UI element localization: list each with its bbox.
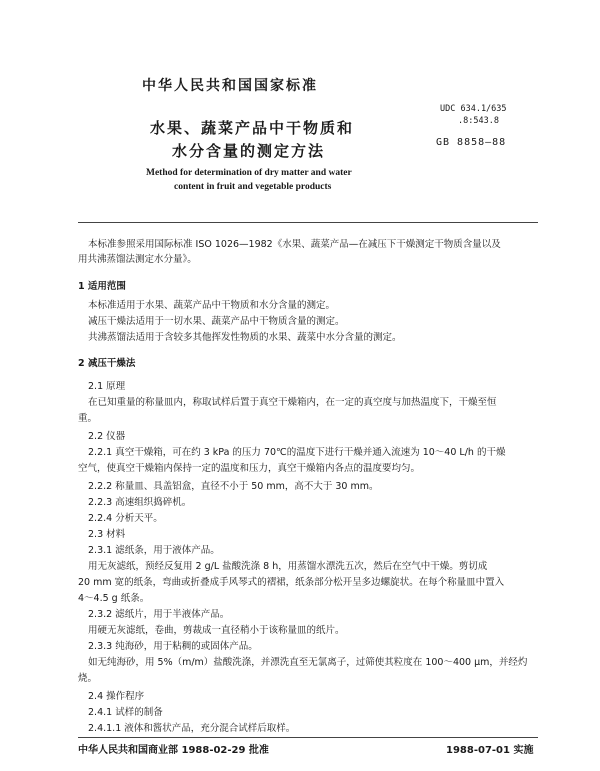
section-2-3-title: 2.3 材料 (88, 529, 126, 540)
section-1-p3: 共沸蒸馏法适用于含较多其他挥发性物质的水果、蔬菜中水分含量的测定。 (88, 332, 402, 343)
section-2-3-1-title: 2.3.1 滤纸条，用于液体产品。 (88, 545, 220, 556)
footer-divider (78, 737, 538, 738)
section-2-1-title: 2.1 原理 (88, 381, 126, 392)
section-2-3-1-text-3: 4～4.5 g 纸条。 (78, 593, 150, 604)
section-2-3-3-text-1: 如无纯海砂，用 5%（m/m）盐酸洗涤，并漂洗直至无氯离子，过筛使其粒度在 100～400 μm，并经灼 (88, 657, 528, 668)
header-divider (78, 222, 538, 223)
english-title-line-2: content in fruit and vegetable products (174, 182, 332, 192)
section-2-1-text-2: 重。 (78, 413, 98, 424)
udc-line-2: .8:543.8 (458, 116, 499, 126)
section-2-1-text-1: 在已知重量的称量皿内，称取试样后置于真空干燥箱内，在一定的真空度与加热温度下，干燥至恒 (88, 397, 497, 408)
section-2-4-1-1: 2.4.1.1 液体和酱状产品，充分混合试样后取样。 (88, 723, 296, 734)
section-2-4-1-title: 2.4.1 试样的制备 (88, 707, 163, 718)
section-2-2-3: 2.2.3 高速组织捣碎机。 (88, 497, 192, 508)
main-title-line-2: 水分含量的测定方法 (172, 142, 326, 160)
section-2-3-1-text-2: 20 mm 宽的纸条，弯曲或折叠成手风琴式的褶裙，纸条部分松开呈多边螺旋状。在每个称量皿中置入 (78, 577, 505, 588)
main-title-line-1: 水果、蔬菜产品中干物质和 (150, 119, 355, 137)
udc-code (440, 103, 507, 127)
section-2-3-3-text-2: 烧。 (78, 673, 98, 684)
section-2-3-2-title: 2.3.2 滤纸片，用于半液体产品。 (88, 609, 230, 620)
gb-code: GB 8858—88 (436, 137, 507, 148)
standard-title: 中华人民共和国国家标准 (142, 78, 318, 94)
section-1-heading: 1 适用范围 (78, 281, 126, 292)
section-2-3-1-text-1: 用无灰滤纸，预经反复用 2 g/L 盐酸洗涤 8 h，用蒸馏水漂洗五次，然后在空气中干燥。剪切成 (88, 561, 488, 572)
approval-date: 中华人民共和国商业部 1988-02-29 批准 (78, 745, 269, 756)
section-2-4-title: 2.4 操作程序 (88, 691, 145, 702)
intro-line-2: 用共沸蒸馏法测定水分量》。 (78, 254, 197, 265)
english-title-line-1: Method for determination of dry matter and water (146, 168, 352, 178)
section-2-2-title: 2.2 仪器 (88, 431, 126, 442)
intro-line-1: 本标准参照采用国际标准 ISO 1026—1982《水果、蔬菜产品—在减压下干燥测定干物质含量以及 (88, 239, 501, 250)
section-2-2-1-line-1: 2.2.1 真空干燥箱，可在约 3 kPa 的压力 70℃的温度下进行干燥并通入流速为 10～40 L/h 的干燥 (88, 447, 506, 458)
section-2-2-4: 2.2.4 分析天平。 (88, 513, 163, 524)
section-2-3-3-title: 2.3.3 纯海砂，用于粘稠的或固体产品。 (88, 641, 258, 652)
section-2-3-2-text: 用硬无灰滤纸，卷曲，剪裁成一直径稍小于该称量皿的纸片。 (88, 625, 345, 636)
effective-date: 1988-07-01 实施 (446, 745, 534, 756)
section-1-p1: 本标准适用于水果、蔬菜产品中干物质和水分含量的测定。 (88, 300, 336, 311)
section-2-2-1-line-2: 空气，使真空干燥箱内保持一定的温度和压力，真空干燥箱内各点的温度要均匀。 (78, 463, 421, 474)
section-2-heading: 2 减压干燥法 (78, 358, 136, 369)
section-1-p2: 减压干燥法适用于一切水果、蔬菜产品中干物质含量的测定。 (88, 316, 345, 327)
udc-line-1: UDC 634.1/635 (440, 104, 507, 114)
section-2-2-2: 2.2.2 称量皿、具盖铝盒，直径不小于 50 mm，高不大于 30 mm。 (88, 481, 379, 492)
